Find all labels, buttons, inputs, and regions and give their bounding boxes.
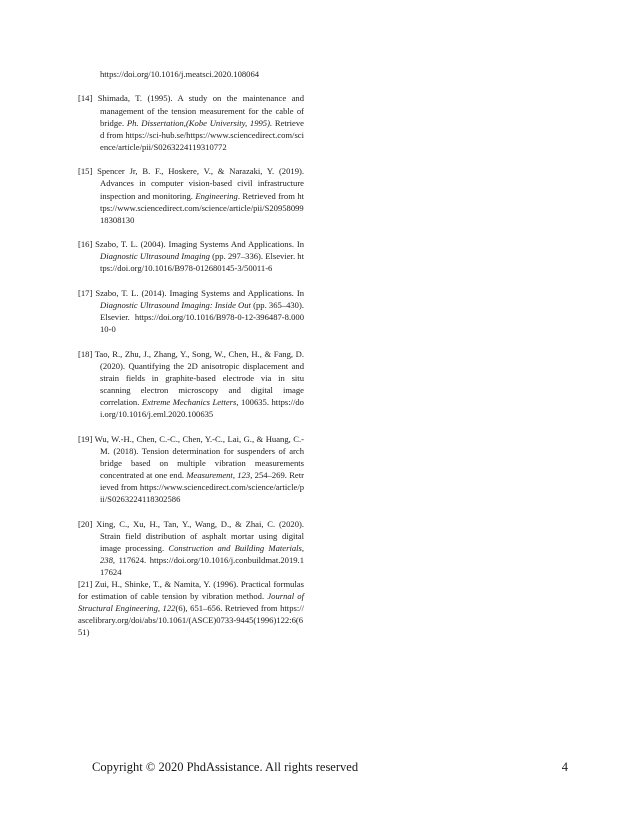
reference-text: [21] Zui, H., Shinke, T., & Namita, Y. (1996). Practical formulas for estimation of cable tension by vibration method. <box>78 579 304 602</box>
reference-list <box>78 68 304 651</box>
reference-link: (pp. 297–336). Elsevier. https://doi.org/10.1016/B978-012680145-3/50011-6 <box>100 251 304 274</box>
reference-19 <box>78 433 304 506</box>
page-number: 4 <box>561 760 568 774</box>
reference-link: (pp. 365–430). Elsevier. https://doi.org/10.1016/B978-0-12-396487-8.00010-0 <box>100 299 304 335</box>
reference-source: Measurement, 123 <box>186 469 251 480</box>
reference-source: Diagnostic Ultrasound Imaging: Inside Out <box>100 299 251 310</box>
reference-source: Engineering <box>195 190 238 201</box>
copyright-notice: Copyright © 2020 PhdAssistance. All rights reserved <box>92 760 359 774</box>
reference-url: https://doi.org/10.1016/j.meatsci.2020.108064 <box>100 69 260 79</box>
reference-link: . Retrieved from https://www.sciencedirect.com/science/article/pii/S2095809918308130 <box>100 190 304 225</box>
reference-18 <box>78 348 304 421</box>
reference-text: [17] Szabo, T. L. (2014). Imaging Systems and Applications. In <box>78 287 304 298</box>
reference-text: [20] Xing, C., Xu, H., Tan, Y., Wang, D., & Zhai, C. (2020). Strain field distribution of asphalt mortar using digital image processing. <box>78 518 304 553</box>
reference-source: Diagnostic Ultrasound Imaging <box>100 251 210 262</box>
reference-source: Construction and Building Materials, 238 <box>100 542 305 565</box>
reference-16 <box>78 238 304 274</box>
reference-link: , 254–269. Retrieved from https://www.sciencedirect.com/science/article/pii/S0263224118302586 <box>100 469 304 505</box>
reference-link: Retrieved from https://sci-hub.se/https://www.sciencedirect.com/science/article/pii/S0263224119310772 <box>100 117 304 152</box>
reference-text: [14] Shimada, T. (1995). A study on the maintenance and management of the tension measurement for the cable of bridge. <box>78 93 304 128</box>
reference-source: Extreme Mechanics Letters <box>141 397 237 408</box>
reference-source: Ph. Dissertation,(Kobe University, 1995). <box>126 117 273 128</box>
reference-text: [15] Spencer Jr, B. F., Hoskere, V., & Narazaki, Y. (2019). Advances in computer vision-based civil infrastructure inspection and monitoring. <box>78 166 304 201</box>
reference-source: Journal of Structural Engineering, 122 <box>78 591 304 614</box>
reference-20 <box>78 518 304 578</box>
reference-14 <box>78 92 304 152</box>
reference-text: [18] Tao, R., Zhu, J., Zhang, Y., Song, W., Chen, H., & Fang, D. (2020). Quantifying the 2D anisotropic displacement and strain fields in graphite-based electrode via in situ scanning electron microscopy and digital image correlation. <box>78 348 304 408</box>
reference-text: [16] Szabo, T. L. (2004). Imaging Systems And Applications. In <box>78 239 304 250</box>
reference-text: [19] Wu, W.-H., Chen, C.-C., Chen, Y.-C., Lai, G., & Huang, C.-M. (2018). Tension determination for suspenders of arch bridge based on multiple vibration measurements concentrated at one end. <box>78 433 304 480</box>
reference-17 <box>78 287 304 335</box>
reference-21 <box>78 578 304 638</box>
reference-continuation <box>78 68 304 80</box>
reference-link: , 117624. https://doi.org/10.1016/j.conbuildmat.2019.117624 <box>100 554 304 577</box>
reference-link: , 100635. https://doi.org/10.1016/j.eml.2020.100635 <box>100 397 304 420</box>
reference-15 <box>78 165 304 225</box>
reference-link: (6), 651–656. Retrieved from https://ascelibrary.org/doi/abs/10.1061/(ASCE)0733-9445(1996)122:6(651) <box>78 603 304 638</box>
